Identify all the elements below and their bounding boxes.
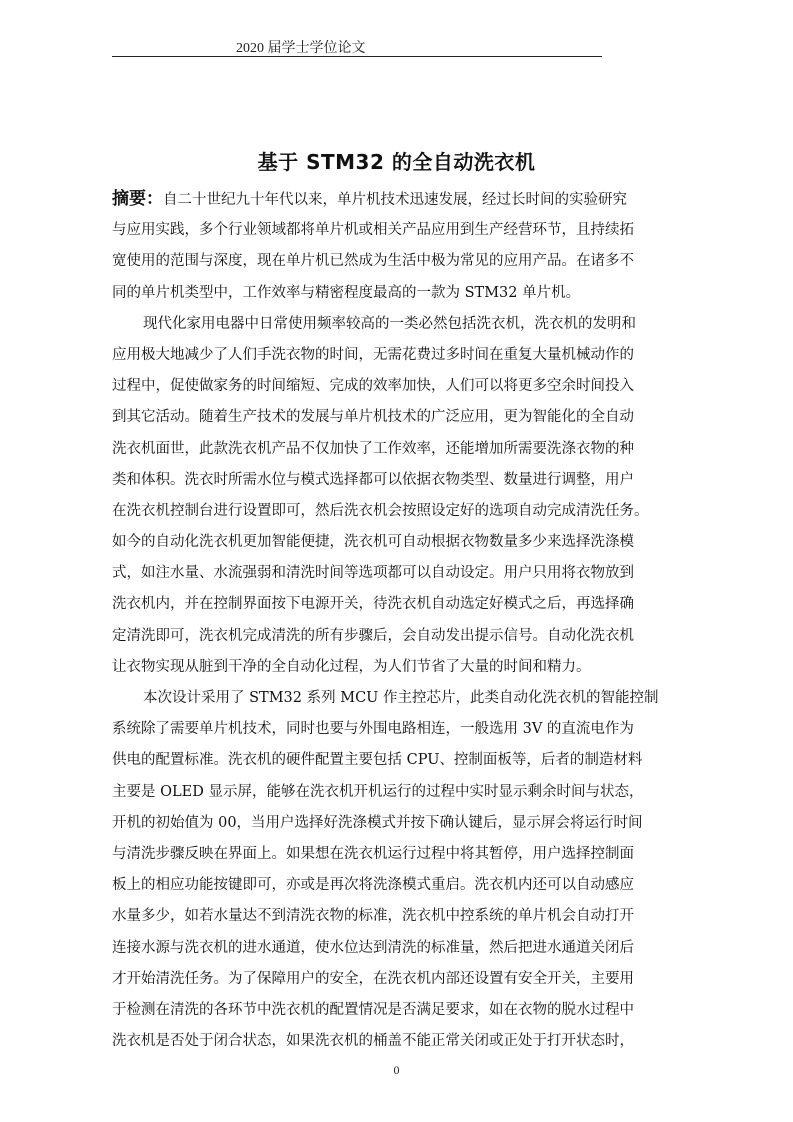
abstract-line-2: 与应用实践，多个行业领域都将单片机或相关产品应用到生产经营环节，且持续拓 [112,222,634,239]
paragraph-3-line-11: 于检测在清洗的各环节中洗衣机的配置情况是否满足要求，如在衣物的脱水过程中 [112,1001,634,1018]
paragraph-3-line-8: 水量多少，如若水量达不到清洗衣物的标准，洗衣机中控系统的单片机会自动打开 [112,908,634,925]
paragraph-3-line-7: 板上的相应功能按键即可，亦或是再次将洗涤模式重启。洗衣机内还可以自动感应 [112,877,634,894]
paragraph-2-line-9: 式，如注水量、水流强弱和清洗时间等选项都可以自动设定。用户只用将衣物放到 [112,565,634,582]
abstract-body [112,184,692,1057]
paragraph-2-line-10: 洗衣机内，并在控制界面按下电源开关，待洗衣机自动选定好模式之后，再选择确 [112,596,634,613]
paragraph-3-line-1: 本次设计采用了 STM32 系列 MCU 作主控芯片，此类自动化洗衣机的智能控制 [143,690,659,706]
header-rule [112,56,602,57]
paragraph-2-line-1: 现代化家用电器中日常使用频率较高的一类必然包括洗衣机，洗衣机的发明和 [143,315,636,332]
paragraph-3-line-3: 供电的配置标准。洗衣机的硬件配置主要包括 CPU、控制面板等，后者的制造材料 [112,752,643,769]
paragraph-2-line-3: 过程中，促使做家务的时间缩短、完成的效率加快，人们可以将更多空余时间投入 [112,378,634,395]
paragraph-2-line-8: 如今的自动化洗衣机更加智能便捷，洗衣机可自动根据衣物数量多少来选择洗涤模 [112,534,634,551]
paragraph-2-line-6: 类和体积。洗衣时所需水位与模式选择都可以依据衣物类型、数量进行调整，用户 [112,471,634,488]
header-text: 2020 届学士学位论文 [236,41,366,56]
abstract-label: 摘要： [112,189,163,209]
paragraph-3-line-9: 连接水源与洗衣机的进水通道，使水位达到清洗的标准量，然后把进水通道关闭后 [112,939,634,956]
paper-title: 基于 STM32 的全自动洗衣机 [257,150,536,174]
paragraph-3-line-12: 洗衣机是否处于闭合状态，如果洗衣机的桶盖不能正常关闭或正处于打开状态时， [112,1033,634,1050]
paragraph-2-line-11: 定清洗即可，洗衣机完成清洗的所有步骤后，会自动发出提示信号。自动化洗衣机 [112,627,634,644]
paragraph-3-line-5: 开机的初始值为 00，当用户选择好洗涤模式并按下确认键后，显示屏会将运行时间 [112,814,643,831]
paragraph-2-line-12: 让衣物实现从脏到干净的全自动化过程，为人们节省了大量的时间和精力。 [112,658,591,675]
paragraph-2-line-5: 洗衣机面世，此款洗衣机产品不仅加快了工作效率，还能增加所需要洗涤衣物的种 [112,440,634,457]
paragraph-3-line-2: 系统除了需要单片机技术，同时也要与外围电路相连，一般选用 3V 的直流电作为 [112,721,634,738]
abstract-text: 自二十世纪九十年代以来，单片机技术迅速发展，经过长时间的实验研究 [163,192,627,208]
paragraph-3-line-10: 才开始清洗任务。为了保障用户的安全，在洗衣机内部还设置有安全开关，主要用 [112,970,634,987]
abstract-line-3: 宽使用的范围与深度，现在单片机已然成为生活中极为常见的应用产品。在诸多不 [112,253,634,270]
abstract-line-1 [112,184,692,215]
paragraph-3-line-6: 与清洗步骤反映在界面上。如果想在洗衣机运行过程中将其暂停，用户选择控制面 [112,845,634,862]
abstract-line-4: 同的单片机类型中，工作效率与精密程度最高的一款为 STM32 单片机。 [112,284,581,301]
page-number: 0 [393,1063,400,1077]
paragraph-2-line-2: 应用极大地减少了人们手洗衣物的时间，无需花费过多时间在重复大量机械动作的 [112,346,634,363]
paragraph-2-line-7: 在洗衣机控制台进行设置即可，然后洗衣机会按照设定好的选项自动完成清洗任务。 [112,502,649,519]
paragraph-3-line-4: 主要是 OLED 显示屏，能够在洗衣机开机运行的过程中实时显示剩余时间与状态， [112,783,644,800]
paragraph-2-line-4: 到其它活动。随着生产技术的发展与单片机技术的广泛应用，更为智能化的全自动 [112,409,634,426]
